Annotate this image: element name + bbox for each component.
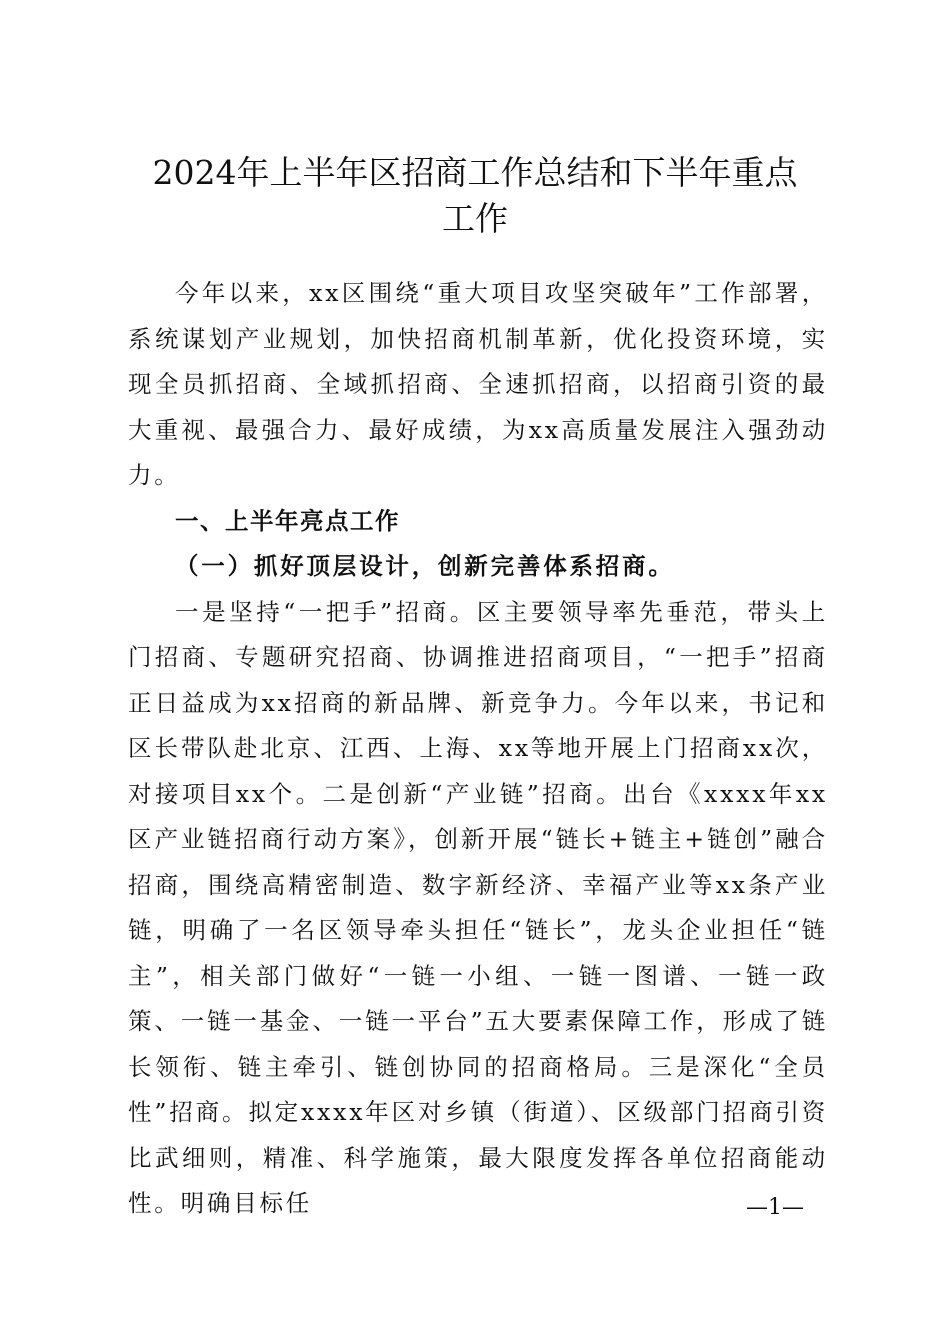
document-title xyxy=(120,150,830,242)
title-line-2: 工作 xyxy=(442,199,508,238)
intro-paragraph: 今年以来，xx区围绕“重大项目攻坚突破年”工作部署，系统谋划产业规划，加快招商机制革新，优化投资环境，实现全员抓招商、全域抓招商、全速抓招商，以招商引资的最大重视、最强合力、最好成绩，为xx高质量发展注入强劲动力。 xyxy=(128,279,828,489)
section-heading: 一、上半年亮点工作 xyxy=(175,506,400,535)
document-body xyxy=(128,271,828,1227)
page-number: —1— xyxy=(746,1195,804,1220)
body-paragraph: 一是坚持“一把手”招商。区主要领导率先垂范，带头上门招商、专题研究招商、协调推进招商项目，“一把手”招商正日益成为xx招商的新品牌、新竞争力。今年以来，书记和区长带队赴北京、江西、上海、xx等地开展上门招商xx次，对接项目xx个。二是创新“产业链”招商。出台《xxxx年xx区产业链招商行动方案》，创新开展“链长+链主+链创”融合招商，围绕高精密制造、数字新经济、幸福产业等xx条产业链，明确了一名区领导牵头担任“链长”，龙头企业担任“链主”，相关部门做好“一链一小组、一链一图谱、一链一政策、一链一基金、一链一平台”五大要素保障工作，形成了链长领衔、链主牵引、链创协同的招商格局。三是深化“全员性”招商。拟定xxxx年区对乡镇（街道）、区级部门招商引资比武细则，精准、科学施策，最大限度发挥各单位招商能动性。明确目标任 xyxy=(128,597,828,1217)
title-line-1: 2024年上半年区招商工作总结和下半年重点 xyxy=(152,153,798,192)
subsection-heading: （一）抓好顶层设计，创新完善体系招商。 xyxy=(175,552,675,580)
